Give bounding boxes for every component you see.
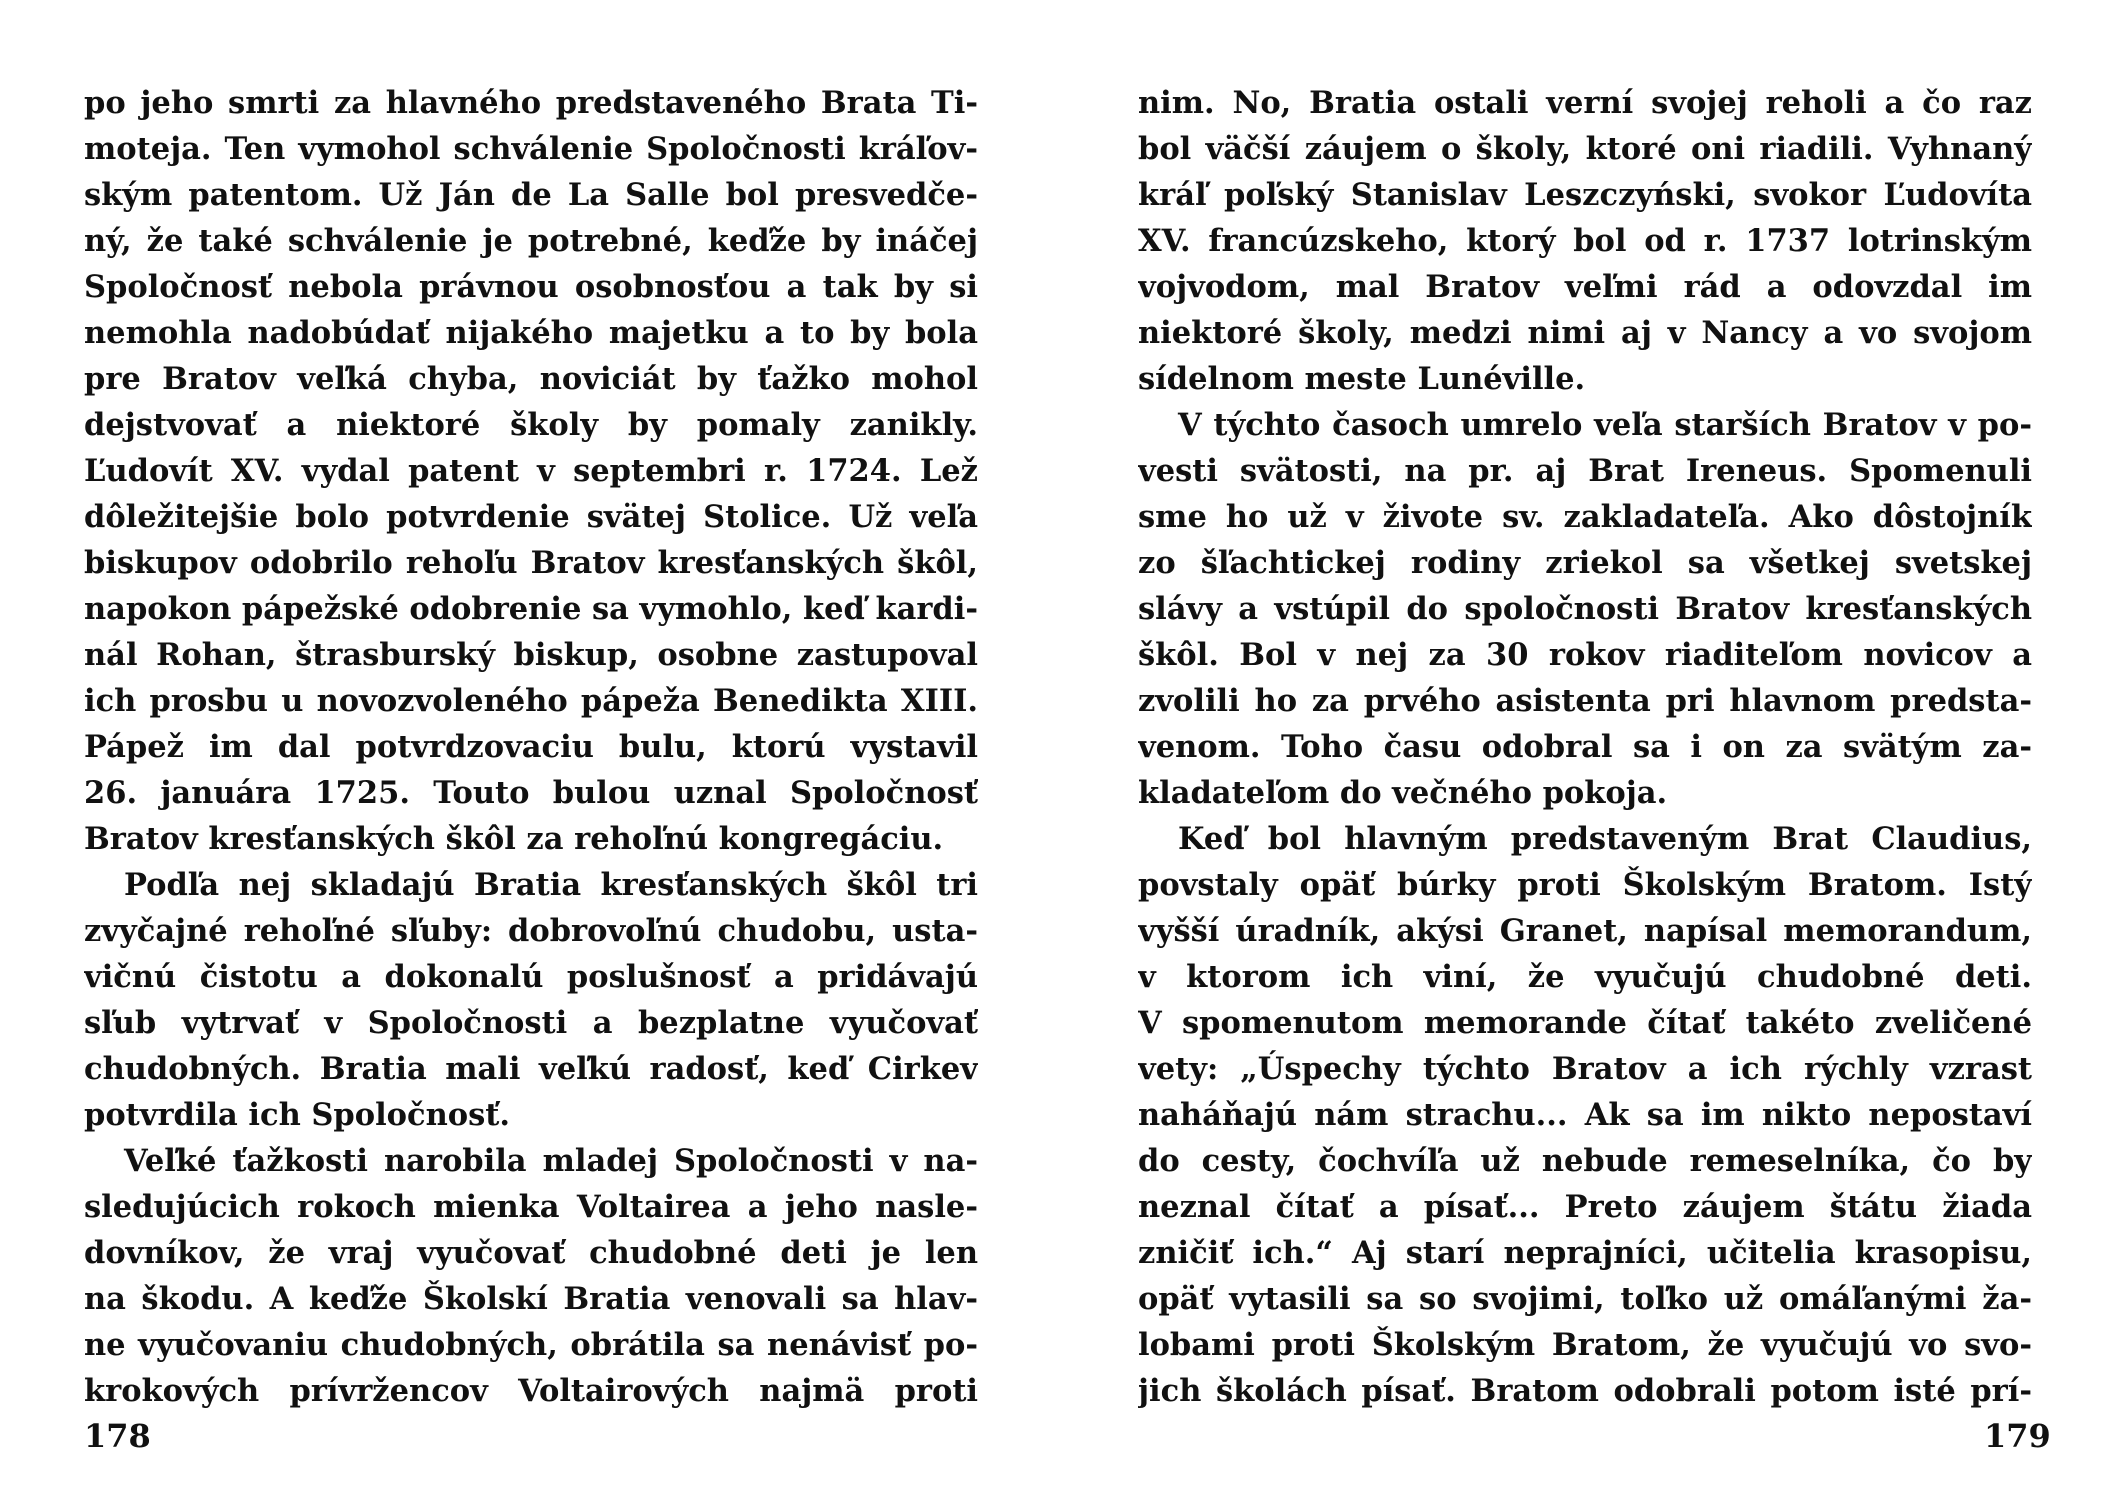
text-line: kráľ poľský Stanislav Leszczyński, svokor Ľudovíta [1138,177,2032,213]
text-line: Podľa nej skladajú Bratia kresťanských škôl tri [124,867,978,903]
text-line: zvyčajné rehoľné sľuby: dobrovoľnú chudobu, usta- [84,913,978,949]
text-line: moteja. Ten vymohol schválenie Spoločnosti kráľov- [84,131,978,167]
text-line: Bratov kresťanských škôl za rehoľnú kongregáciu. [84,821,944,857]
text-line: ich prosbu u novozvoleného pápeža Benedikta XIII. [84,683,978,719]
right-page-text [1138,80,2032,1414]
text-line: chudobných. Bratia mali veľkú radosť, keď Cirkev [84,1051,978,1087]
text-line: Keď bol hlavným predstaveným Brat Claudius, [1178,821,2032,857]
left-page-text [84,80,978,1414]
text-line: sľub vytrvať v Spoločnosti a bezplatne vyučovať [84,1005,978,1041]
text-line: 26. januára 1725. Touto bulou uznal Spoločnosť [84,775,978,811]
text-line: neznal čítať a písať... Preto záujem štátu žiada [1138,1189,2032,1225]
text-line: nál Rohan, štrasburský biskup, osobne zastupoval [84,637,978,673]
text-line: do cesty, čochvíľa už nebude remeselníka, čo by [1138,1143,2032,1179]
text-line: Veľké ťažkosti narobila mladej Spoločnosti v na- [124,1143,978,1179]
text-line: napokon pápežské odobrenie sa vymohlo, keď kardi- [84,591,978,627]
text-line: zvolili ho za prvého asistenta pri hlavnom predsta- [1138,683,2032,719]
text-line: ským patentom. Už Ján de La Salle bol presvedče- [84,177,978,213]
text-line: škôl. Bol v nej za 30 rokov riaditeľom novicov a [1138,637,2032,673]
text-line: po jeho smrti za hlavného predstaveného Brata Ti- [84,85,978,121]
text-line: XV. francúzskeho, ktorý bol od r. 1737 lotrinským [1138,223,2032,259]
page-number: 178 [84,1417,151,1455]
text-line: naháňajú nám strachu... Ak sa im nikto nepostaví [1138,1097,2032,1133]
text-line: zo šľachtickej rodiny zriekol sa všetkej svetskej [1138,545,2032,581]
text-line: vety: „Úspechy týchto Bratov a ich rýchly vzrast [1138,1051,2032,1087]
text-line: jich školách písať. Bratom odobrali potom isté prí- [1138,1373,2032,1409]
text-line: V týchto časoch umrelo veľa starších Bratov v po- [1178,407,2032,443]
text-line: na škodu. A keďže Školskí Bratia venovali sa hlav- [84,1281,978,1317]
text-line: biskupov odobrilo rehoľu Bratov kresťanských škôl, [84,545,978,581]
text-line: opäť vytasili sa so svojimi, toľko už omáľanými ža- [1138,1281,2032,1317]
text-line: povstaly opäť búrky proti Školským Bratom. Istý [1138,867,2032,903]
text-line: vesti svätosti, na pr. aj Brat Ireneus. Spomenuli [1138,453,2032,489]
text-line: dôležitejšie bolo potvrdenie svätej Stolice. Už veľa [84,499,978,535]
page-number: 179 [1984,1417,2051,1455]
text-line: Pápež im dal potvrdzovaciu bulu, ktorú vystavil [84,729,978,765]
text-line: pre Bratov veľká chyba, noviciát by ťažko mohol [84,361,978,397]
text-line: slávy a vstúpil do spoločnosti Bratov kresťanských [1138,591,2032,627]
text-line: v ktorom ich viní, že vyučujú chudobné deti. [1138,959,2032,995]
text-line: sme ho už v živote sv. zakladateľa. Ako dôstojník [1138,499,2032,535]
text-line: nim. No, Bratia ostali verní svojej reholi a čo raz [1138,85,2032,121]
text-line: vyšší úradník, akýsi Granet, napísal memorandum, [1138,913,2032,949]
text-line: potvrdila ich Spoločnosť. [84,1097,510,1133]
text-line: vičnú čistotu a dokonalú poslušnosť a pridávajú [84,959,978,995]
text-line: ný, že také schválenie je potrebné, keďže by ináčej [84,223,978,259]
text-line: dovníkov, že vraj vyučovať chudobné deti je len [84,1235,978,1271]
text-line: Spoločnosť nebola právnou osobnosťou a tak by si [84,269,978,305]
text-line: ne vyučovaniu chudobných, obrátila sa nenávisť po- [84,1327,978,1363]
text-line: kladateľom do večného pokoja. [1138,775,1668,811]
text-line: Ľudovít XV. vydal patent v septembri r. 1724. Lež [84,453,978,489]
text-line: dejstvovať a niektoré školy by pomaly zanikly. [84,407,978,443]
text-line: lobami proti Školským Bratom, že vyučujú vo svo- [1138,1327,2032,1363]
text-line: nemohla nadobúdať nijakého majetku a to by bola [84,315,978,351]
text-line: vojvodom, mal Bratov veľmi rád a odovzdal im [1138,269,2032,305]
text-line: sídelnom meste Lunéville. [1138,361,1586,397]
text-line: V spomenutom memorande čítať takéto zveličené [1138,1005,2032,1041]
text-line: bol väčší záujem o školy, ktoré oni riadili. Vyhnaný [1138,131,2032,167]
text-line: zničiť ich.“ Aj starí neprajníci, učitelia krasopisu, [1138,1235,2032,1271]
text-line: niektoré školy, medzi nimi aj v Nancy a vo svojom [1138,315,2032,351]
text-line: krokových prívržencov Voltairových najmä proti [84,1373,978,1409]
text-line: sledujúcich rokoch mienka Voltairea a jeho nasle- [84,1189,978,1225]
right-page [1054,0,2108,1500]
text-line: venom. Toho času odobral sa i on za svätým za- [1138,729,2032,765]
